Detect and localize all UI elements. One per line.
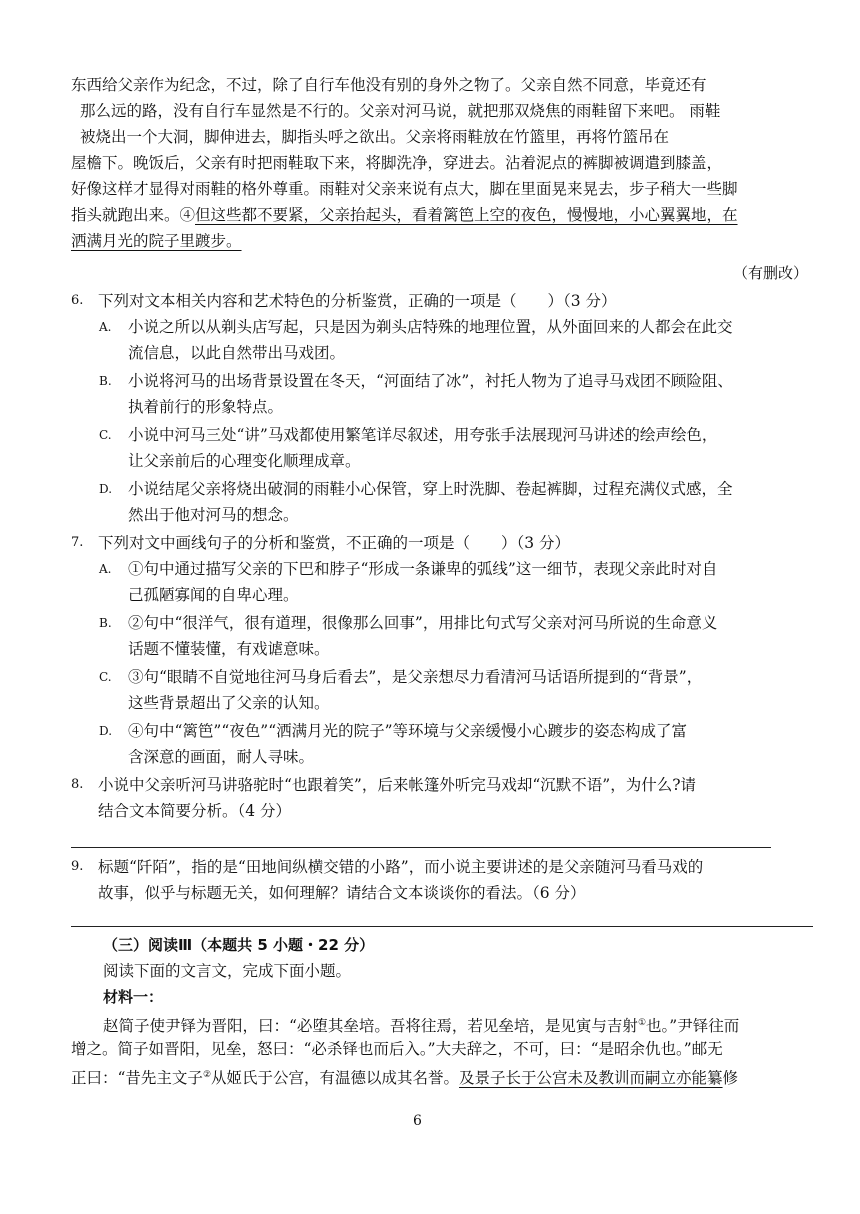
passage-line: 东西给父亲作为纪念，不过，除了自行车他没有别的身外之物了。父亲自然不同意，毕竟还有	[71, 76, 707, 94]
underlined-sentence-4-cont: 洒满月光的院子里踱步。	[71, 232, 242, 250]
option-text: 小说结尾父亲将烧出破洞的雨鞋小心保管，穿上时洗脚、卷起裤脚，过程充满仪式感，全	[128, 480, 733, 498]
option-text: ②句中“很洋气，很有道理，很像那么回事”，用排比句式写父亲对河马所说的生命意义	[128, 614, 718, 632]
question-text: 小说中父亲听河马讲骆驼时“也跟着笑”，后来帐篷外听完马戏却“沉默不语”，为什么?请	[98, 776, 697, 794]
footnote-marker: ①	[637, 1018, 647, 1028]
question-text: 结合文本简要分析。（4 分）	[98, 802, 292, 820]
option-text: 这些背景超出了父亲的认知。	[128, 694, 330, 712]
footnote-marker: ②	[202, 1070, 212, 1080]
question-stem: 下列对文中画线句子的分析和鉴赏，不正确的一项是（ ）（3 分）	[98, 534, 571, 552]
passage-line: 屋檐下。晚饭后，父亲有时把雨鞋取下来，将脚洗净，穿进去。沾着泥点的裤脚被调遣到膝盖，	[71, 154, 723, 172]
option-label: B.	[99, 616, 112, 630]
classical-text: 赵简子使尹铎为晋阳，曰：“必堕其垒培。吾将往焉，若见垒培，是见寅与吉射	[103, 1017, 638, 1036]
passage-line: 被烧出一个大洞，脚伸进去，脚指头呼之欲出。父亲将雨鞋放在竹篮里，再将竹篮吊在	[80, 128, 670, 146]
material-label: 材料一：	[103, 988, 164, 1006]
passage-line	[71, 204, 738, 226]
option-label: D.	[99, 724, 113, 738]
underlined-sentence-4: 但这些都不要紧，父亲抬起头，看着篱笆上空的夜色，慢慢地，小心翼翼地，在	[195, 206, 738, 224]
question-number: 6.	[71, 293, 84, 308]
underlined-classical-sentence: 及景子长于公宫未及教训而嗣立亦能纂	[459, 1069, 723, 1088]
question-stem: 下列对文本相关内容和艺术特色的分析鉴赏，正确的一项是（ ）（3 分）	[98, 292, 617, 310]
section-instruction: 阅读下面的文言文，完成下面小题。	[103, 962, 352, 980]
option-label: A.	[99, 562, 112, 576]
option-text: 流信息，以此自然带出马戏团。	[128, 344, 346, 362]
question-number: 7.	[71, 535, 84, 550]
classical-text: 修	[722, 1069, 739, 1088]
option-text: 话题不懂装懂，有戏谑意味。	[128, 640, 330, 658]
option-text: 执着前行的形象特点。	[128, 398, 284, 416]
classical-text-line	[71, 1064, 738, 1089]
passage-line: 那么远的路，没有自行车显然是不行的。父亲对河马说，就把那双烧焦的雨鞋留下来吧。 雨鞋	[80, 102, 721, 120]
option-text: 己孤陋寡闻的自卑心理。	[128, 586, 299, 604]
passage-text: 指头就跑出来。④	[71, 206, 196, 224]
answer-line[interactable]	[71, 847, 771, 848]
option-label: C.	[99, 670, 112, 684]
option-label: C.	[99, 428, 112, 442]
answer-line[interactable]	[71, 926, 813, 927]
option-text: 小说将河马的出场背景设置在冬天，“河面结了冰”，衬托人物为了追寻马戏团不顾险阻、	[128, 372, 733, 390]
classical-text-line: 增之。简子如晋阳，见垒，怒曰：“必杀铎也而后入。”大夫辞之，不可，曰：“是昭余仇也。”邮无	[71, 1040, 723, 1058]
section-heading: （三）阅读Ⅲ（本题共 5 小题・22 分）	[103, 936, 375, 954]
option-text: ①句中通过描写父亲的下巴和脖子“形成一条谦卑的弧线”这一细节，表现父亲此时对自	[128, 560, 718, 578]
option-text: ④句中“篱笆”“夜色”“洒满月光的院子”等环境与父亲缓慢小心踱步的姿态构成了富	[128, 722, 688, 740]
question-number: 8.	[71, 777, 84, 792]
question-number: 9.	[71, 859, 84, 874]
classical-text: 也。”尹铎往而	[646, 1017, 740, 1036]
option-text: 小说之所以从剃头店写起，只是因为剃头店特殊的地理位置，从外面回来的人都会在此交	[128, 318, 733, 336]
classical-text-line	[103, 1012, 739, 1037]
source-note: （有删改）	[733, 264, 809, 282]
passage-line: 好像这样才显得对雨鞋的格外尊重。雨鞋对父亲来说有点大，脚在里面晃来晃去，步子稍大一些脚	[71, 180, 738, 198]
question-text: 故事，似乎与标题无关，如何理解？请结合文本谈谈你的看法。（6 分）	[98, 884, 586, 902]
option-label: B.	[99, 374, 112, 388]
option-text: 小说中河马三处“讲”马戏都使用繁笔详尽叙述，用夸张手法展现河马讲述的绘声绘色，	[128, 426, 718, 444]
option-label: A.	[99, 320, 112, 334]
option-text: 然出于他对河马的想念。	[128, 506, 299, 524]
option-label: D.	[99, 482, 113, 496]
option-text: ③句“眼睛不自觉地往河马身后看去”，是父亲想尽力看清河马话语所提到的“背景”，	[128, 668, 703, 686]
question-text: 标题“阡陌”，指的是“田地间纵横交错的小路”，而小说主要讲述的是父亲随河马看马戏的	[98, 858, 704, 876]
page-number: 6	[413, 1113, 422, 1129]
option-text: 含深意的画面，耐人寻味。	[128, 748, 315, 766]
classical-text: 正曰：“昔先主文子	[71, 1069, 203, 1088]
classical-text: 从姬氏于公宫，有温德以成其名誉。	[211, 1069, 460, 1088]
option-text: 让父亲前后的心理变化顺理成章。	[128, 452, 361, 470]
